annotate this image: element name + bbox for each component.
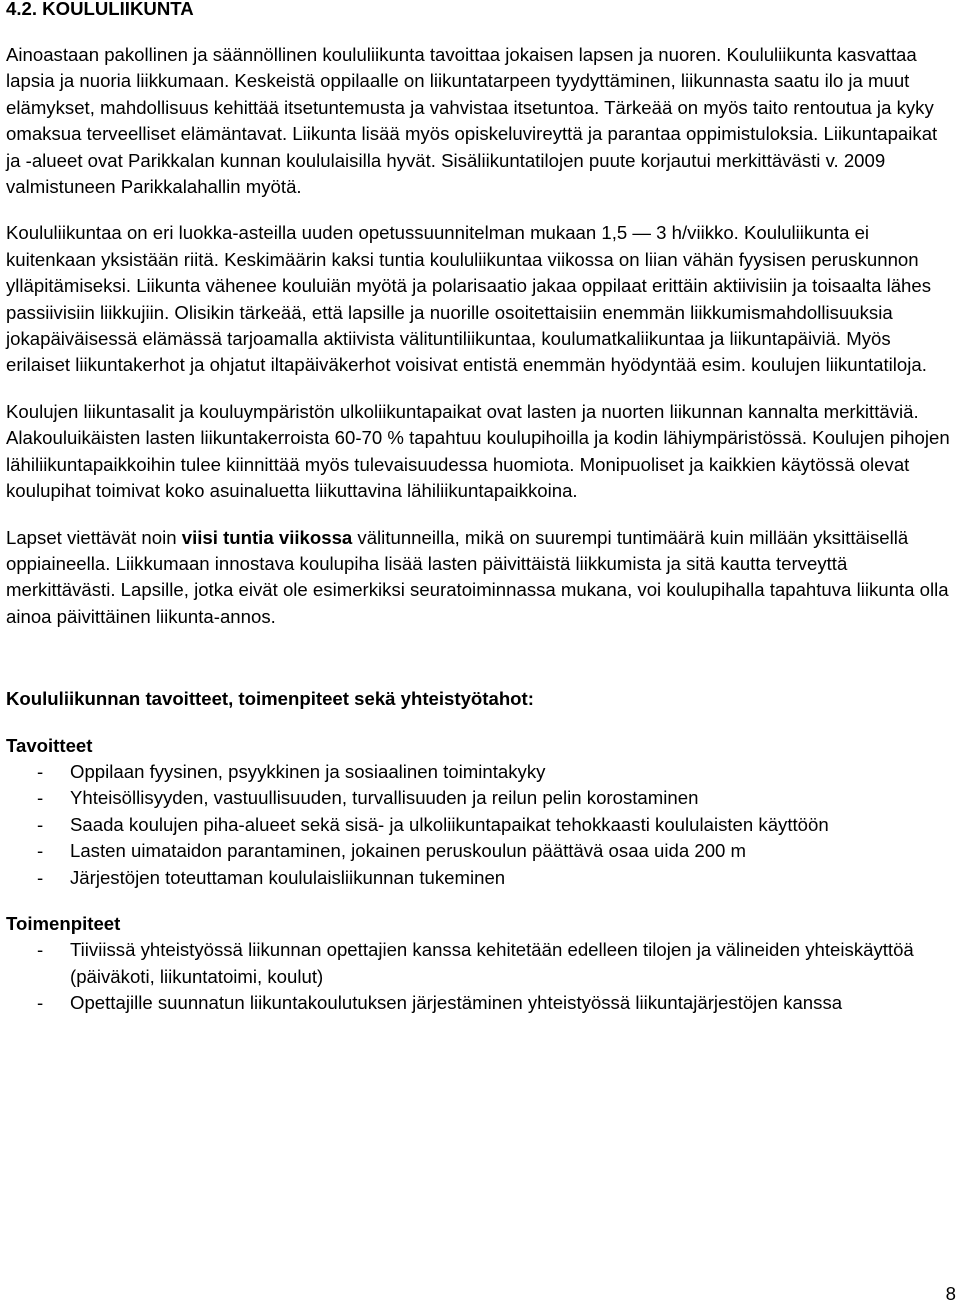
toimenpiteet-list [6,937,950,1016]
document-page [6,0,950,1037]
paragraph-recess [6,525,950,631]
list-item [6,838,950,864]
paragraph-intro: Ainoastaan pakollinen ja säännöllinen koululiikunta tavoittaa jokaisen lapsen ja nuoren. Koululiikunta kasvattaa lapsia ja nuoria liikkumaan. Keskeistä oppilaalle on liikuntatarpeen tyydyttäminen, liikunnasta saatu ilo ja muut elämykset, mahdollisuus kehittää itsetuntemusta ja vahvistaa itsetuntoa. Tärkeää on myös taito rentoutua ja kyky omaksua terveelliset elämäntavat. Liikunta lisää myös opiskeluvireyttä ja parantaa oppimistuloksia. Liikuntapaikat ja -alueet ovat Parikkalan kunnan koululaisilla hyvät. Sisäliikuntatilojen puute korjautui merkittävästi v. 2009 valmistuneen Parikkalahallin myötä. [6,44,938,198]
paragraph-recess-start: Lapset viettävät noin [6,526,182,548]
list-item-text: Saada koulujen piha-alueet sekä sisä- ja ulkoliikuntapaikat tehokkaasti koululaisten käyttöön [70,813,829,835]
paragraph-school-pe-hours: Koululiikuntaa on eri luokka-asteilla uuden opetussuunnitelman mukaan 1,5 — 3 h/viikko. Koululiikunta ei kuitenkaan yksistään riitä. Keskimäärin kaksi tuntia koululiikuntaa viikossa on liian vähän fyysisen peruskunnon ylläpitämiseksi. Liikunta vähenee kouluiän myötä ja polarisaatio jakaa oppilaat erittäin aktiivisiin ja toisaalta lähes passiivisiin liikkujiin. Olisikin tärkeää, että lapsille ja nuorille osoitettaisiin enemmän liikkumismahdollisuuksia jokapäiväisessä elämässä tarjoamalla aktiivista välituntiliikuntaa, koulumatkaliikuntaa ja liikuntapäiviä. Myös erilaiset liikuntakerhot ja ohjatut iltapäiväkerhot voisivat entistä enemmän hyödyntää esim. koulujen liikuntatiloja. [6,222,932,376]
dash-bullet: - [37,939,44,961]
list-item [6,812,950,838]
dash-bullet: - [37,813,44,835]
list-item [6,865,950,891]
list-item-text: Lasten uimataidon parantaminen, jokainen peruskoulun päättävä osaa uida 200 m [70,840,747,862]
list-item-text: Yhteisöllisyyden, vastuullisuuden, turvallisuuden ja reilun pelin korostaminen [70,787,699,809]
list-item [6,759,950,785]
tavoitteet-list [6,759,950,891]
toimenpiteet-title: Toimenpiteet [6,912,121,934]
goals-section-title: Koululiikunnan tavoitteet, toimenpiteet sekä yhteistyötahot: [6,688,534,710]
list-item [6,785,950,811]
list-item [6,990,950,1016]
list-item-text: Tiiviissä yhteistyössä liikunnan opettajien kanssa kehitetään edelleen tilojen ja välineiden yhteiskäyttöä (päiväkoti, liikuntatoimi, koulut) [70,939,914,987]
dash-bullet: - [37,760,44,782]
dash-bullet: - [37,787,44,809]
tavoitteet-title: Tavoitteet [6,734,93,756]
list-item-text: Oppilaan fyysinen, psyykkinen ja sosiaalinen toimintakyky [70,760,546,782]
list-item-text: Järjestöjen toteuttaman koululaisliikunnan tukeminen [70,866,506,888]
paragraph-recess-end: välitunneilla, mikä on suurempi tuntimäärä kuin millään yksittäisellä oppiaineella. Liikkumaan innostava koulupiha lisää lasten päivittäistä liikkumista ja sitä kautta terveyttä merkittävästi. Lapsille, jotka eivät ole esimerkiksi seuratoiminnassa mukana, voi koulupihalla tapahtuva liikunta olla ainoa päivittäinen liikunta-annos. [6,526,949,627]
dash-bullet: - [37,866,44,888]
paragraph-recess-emphasis: viisi tuntia viikossa [181,526,353,548]
list-item [6,937,950,990]
page-number: 8 [945,1283,956,1304]
list-item-text: Opettajille suunnatun liikuntakoulutuksen järjestäminen yhteistyössä liikuntajärjestöjen kanssa [70,992,843,1014]
dash-bullet: - [37,840,44,862]
paragraph-school-facilities: Koulujen liikuntasalit ja kouluympäristön ulkoliikuntapaikat ovat lasten ja nuorten liikunnan kannalta merkittäviä. Alakouluikäisten lasten liikuntakerroista 60-70 % tapahtuu koulupihoilla ja kodin lähiympäristössä. Koulujen pihojen lähiliikuntapaikkoihin tulee kiinnittää myös tulevaisuudessa huomiota. Monipuoliset ja kaikkien käytössä olevat koulupihat toimivat koko asuinaluetta liikuttavina lähiliikuntapaikkoina. [6,400,950,502]
dash-bullet: - [37,992,44,1014]
section-heading: 4.2. KOULULIIKUNTA [6,0,194,19]
